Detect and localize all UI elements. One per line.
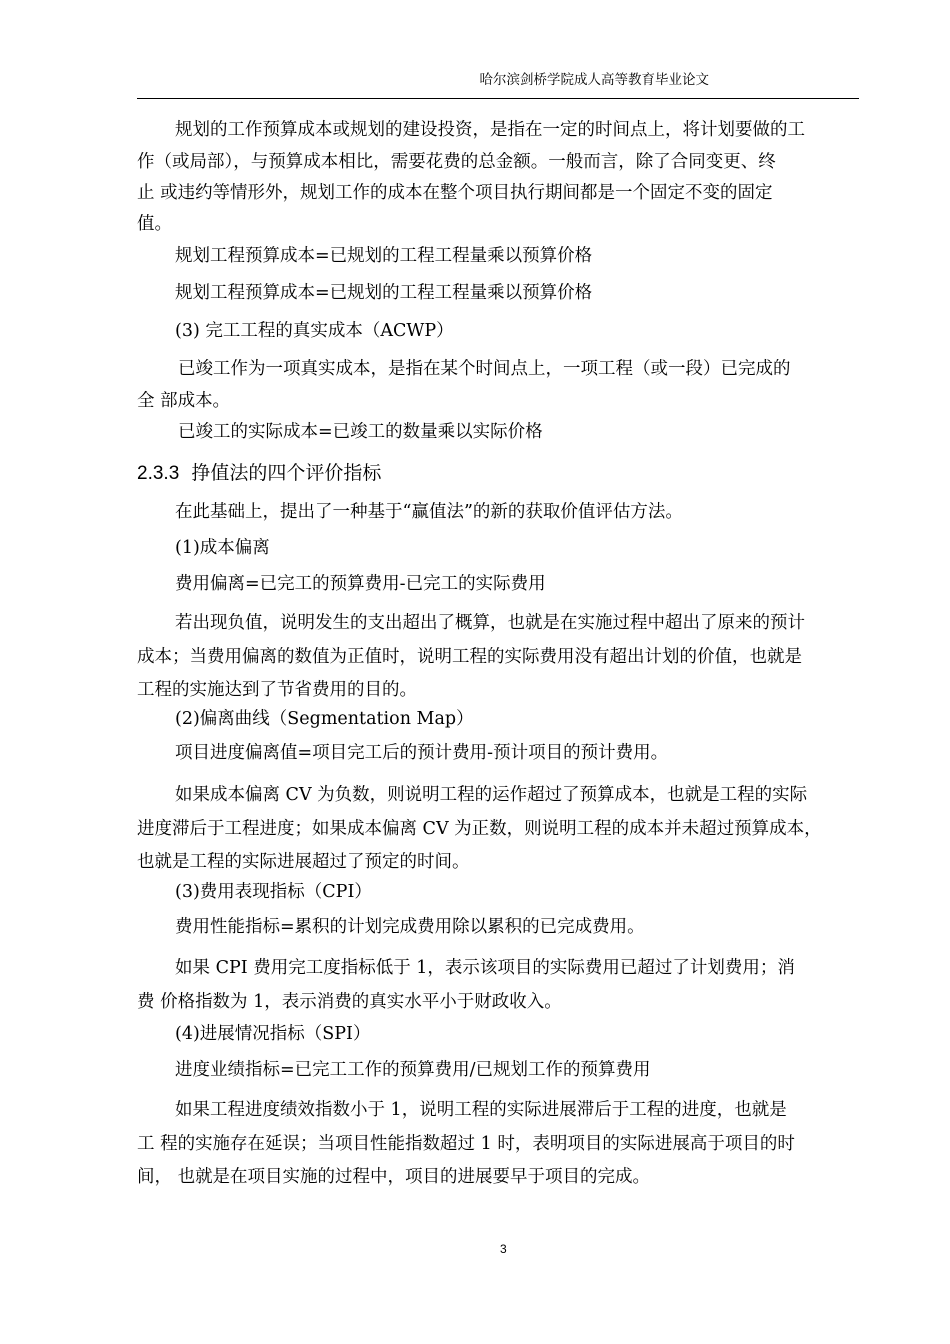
paragraph-line: 止 或违约等情形外，规划工作的成本在整个项目执行期间都是一个固定不变的固定 bbox=[137, 183, 773, 203]
subheading-line: (2)偏离曲线（Segmentation Map） bbox=[175, 709, 474, 729]
paragraph-line: 全 部成本。 bbox=[137, 391, 231, 411]
paragraph-line: 也就是工程的实际进展超过了预定的时间。 bbox=[137, 852, 470, 872]
subheading-line: (1)成本偏离 bbox=[175, 538, 270, 558]
page-header bbox=[137, 64, 859, 99]
paragraph-line: 工 程的实施存在延误；当项目性能指数超过 1 时，表明项目的实际进展高于项目的时 bbox=[137, 1134, 795, 1154]
section-title: 挣值法的四个评价指标 bbox=[191, 462, 382, 484]
subheading-line: (3)费用表现指标（CPI） bbox=[175, 882, 372, 902]
paragraph-line: 如果成本偏离 CV 为负数，则说明工程的运作超过了预算成本，也就是工程的实际 bbox=[175, 785, 808, 805]
formula-line: 规划工程预算成本=已规划的工程工程量乘以预算价格 bbox=[175, 246, 593, 266]
paragraph-line: 若出现负值，说明发生的支出超出了概算，也就是在实施过程中超出了原来的预计 bbox=[175, 613, 805, 633]
paragraph-line: 间， 也就是在项目实施的过程中，项目的进展要早于项目的完成。 bbox=[137, 1167, 651, 1187]
paragraph-line: 值。 bbox=[137, 214, 172, 234]
header-title: 哈尔滨剑桥学院成人高等教育毕业论文 bbox=[479, 72, 709, 88]
paragraph-line: 已竣工作为一项真实成本，是指在某个时间点上，一项工程（或一段）已完成的 bbox=[178, 359, 791, 379]
paragraph-line: 作（或局部），与预算成本相比，需要花费的总金额。一般而言，除了合同变更、终 bbox=[137, 152, 776, 172]
paragraph-line: 规划的工作预算成本或规划的建设投资，是指在一定的时间点上，将计划要做的工 bbox=[175, 120, 805, 140]
paragraph-line: 在此基础上，提出了一种基于“赢值法”的新的获取价值评估方法。 bbox=[175, 502, 683, 522]
paragraph-line: 费 价格指数为 1，表示消费的真实水平小于财政收入。 bbox=[137, 992, 562, 1012]
paragraph-line: 进度滞后于工程进度；如果成本偏离 CV 为正数，则说明工程的成本并未超过预算成本， bbox=[137, 819, 822, 839]
subheading-line: (3) 完工工程的真实成本（ACWP） bbox=[175, 321, 454, 341]
formula-line: 已竣工的实际成本=已竣工的数量乘以实际价格 bbox=[178, 422, 543, 442]
paragraph-line: 如果工程进度绩效指数小于 1，说明工程的实际进展滞后于工程的进度，也就是 bbox=[175, 1100, 787, 1120]
subheading-line: (4)进展情况指标（SPI） bbox=[175, 1024, 371, 1044]
formula-line: 费用偏离=已完工的预算费用-已完工的实际费用 bbox=[175, 574, 546, 594]
section-number: 2.3.3 bbox=[137, 463, 180, 484]
paragraph-line: 工程的实施达到了节省费用的目的。 bbox=[137, 680, 417, 700]
formula-line: 费用性能指标=累积的计划完成费用除以累积的已完成费用。 bbox=[175, 917, 645, 937]
section-heading bbox=[137, 458, 381, 485]
page-number: 3 bbox=[500, 1242, 507, 1256]
formula-line: 规划工程预算成本=已规划的工程工程量乘以预算价格 bbox=[175, 283, 593, 303]
paragraph-line: 成本；当费用偏离的数值为正值时，说明工程的实际费用没有超出计划的价值，也就是 bbox=[137, 647, 802, 667]
paragraph-line: 如果 CPI 费用完工度指标低于 1，表示该项目的实际费用已超过了计划费用；消 bbox=[175, 958, 795, 978]
formula-line: 进度业绩指标=已完工工作的预算费用/已规划工作的预算费用 bbox=[175, 1060, 651, 1080]
formula-line: 项目进度偏离值=项目完工后的预计费用-预计项目的预计费用。 bbox=[175, 743, 669, 763]
